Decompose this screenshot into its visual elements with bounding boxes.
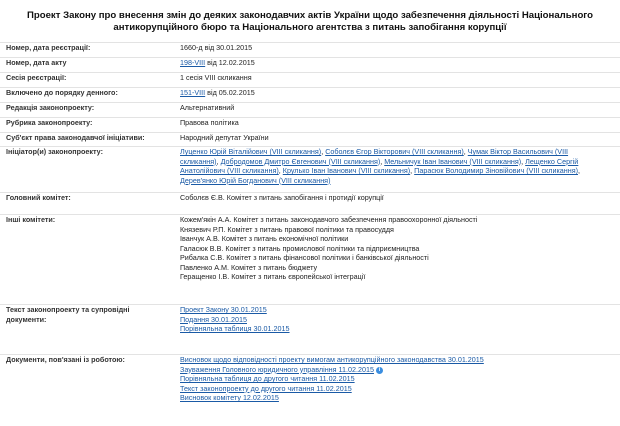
initiator-link[interactable]: Чумак Віктор Васильович (VIII — [467, 147, 569, 156]
initiators-list — [180, 147, 616, 185]
initiator-link[interactable]: Добродомов Дмитро Євгенович (VIII скликання) — [220, 156, 381, 166]
related-docs-list — [180, 355, 616, 403]
initiator-link[interactable]: Соболєв Єгор Вікторович (VIII скликання) — [325, 147, 464, 156]
initiator-link[interactable]: скликання) — [180, 156, 217, 166]
initiator-link[interactable]: Мельничук Іван Іванович (VIII скликання) — [384, 156, 522, 166]
label-session: Сесія реєстрації: — [6, 73, 67, 82]
act-number-link[interactable]: 198-VIII — [180, 58, 206, 67]
page-title-line-2: антикорупційного бюро та Національного агентства з питань запобігання корупції — [113, 22, 507, 33]
committee-item: Геращенко І.В. Комітет з питань європейської інтеграції — [180, 272, 366, 281]
page-title-line-1: Проект Закону про внесення змін до деяких законодавчих актів України щодо забезпечення діяльності Національного — [26, 10, 594, 21]
row-related-docs — [0, 354, 620, 426]
label-redaction: Редакція законопроекту: — [6, 103, 95, 112]
committee-item: Князевич Р.П. Комітет з питань правової політики та правосуддя — [180, 224, 394, 234]
initiators-line — [180, 166, 616, 176]
initiator-link[interactable]: Парасюк Володимир Зіновійович (VIII скликання) — [414, 166, 578, 175]
initiator-link[interactable]: Лещенко Сергій — [525, 156, 579, 166]
committee-item: Іванчук А.В. Комітет з питань економічної політики — [180, 234, 349, 243]
doc-link-legal-remarks[interactable]: Зауваження Головного юридичного управління 11.02.2015 — [180, 364, 374, 374]
committee-item: Галасюк В.В. Комітет з питань промислової політики та підприємництва — [180, 243, 420, 253]
doc-link-submission[interactable]: Подання 30.01.2015 — [180, 314, 247, 324]
row-initiators — [0, 146, 620, 196]
label-texts: Текст законопроекту та супровідні документи: — [6, 305, 130, 324]
value-agenda — [180, 88, 616, 98]
initiator-separator: , — [278, 166, 283, 175]
initiator-link[interactable]: Анатолійович (VIII скликання) — [180, 166, 279, 175]
doc-link-bill-text[interactable]: Проект Закону 30.01.2015 — [180, 305, 267, 314]
texts-list — [180, 305, 616, 334]
label-agenda: Включено до порядку денного: — [6, 88, 118, 97]
initiators-line — [180, 157, 616, 167]
initiator-separator: , — [410, 166, 415, 175]
value-main-committee: Соболєв Є.В. Комітет з питань запобігання і протидії корупції — [180, 193, 384, 202]
doc-link-second-reading-table[interactable]: Порівняльна таблиця до другого читання 11.02.2015 — [180, 374, 355, 383]
label-rubric: Рубрика законопроекту: — [6, 118, 93, 127]
value-rubric: Правова політика — [180, 118, 239, 127]
page-title — [10, 10, 610, 34]
initiator-separator: , — [463, 147, 468, 156]
value-registration: 1660-д від 30.01.2015 — [180, 43, 253, 52]
label-related-docs: Документи, пов'язані із роботою: — [6, 355, 125, 364]
doc-link-second-reading-text[interactable]: Текст законопроекту до другого читання 11.02.2015 — [180, 383, 352, 393]
doc-link-anticorruption-conclusion[interactable]: Висновок щодо відповідності проекту вимогам антикорупційного законодавства 30.01.2015 — [180, 355, 484, 364]
initiators-line — [180, 176, 616, 186]
initiator-link[interactable]: Луценко Юрій Віталійович (VIII скликання) — [180, 147, 322, 156]
agenda-number-link[interactable]: 151-VIII — [180, 88, 206, 97]
value-act — [180, 58, 616, 68]
doc-link-comparison-table[interactable]: Порівняльна таблиця 30.01.2015 — [180, 324, 290, 333]
value-session: 1 сесія VIII скликання — [180, 73, 252, 82]
other-committees-list — [180, 215, 616, 282]
label-registration: Номер, дата реєстрації: — [6, 43, 91, 52]
committee-item: Павленко А.М. Комітет з питань бюджету — [180, 262, 318, 272]
label-subject: Суб'єкт права законодавчої ініціативи: — [6, 133, 145, 142]
agenda-date: від 05.02.2015 — [207, 88, 255, 97]
initiator-separator: , — [321, 147, 326, 156]
initiator-separator: , — [521, 156, 526, 166]
doc-link-committee-conclusion[interactable]: Висновок комітету 12.02.2015 — [180, 393, 279, 402]
initiator-separator: , — [380, 156, 385, 166]
act-date: від 12.02.2015 — [207, 58, 255, 67]
info-icon[interactable]: i — [376, 367, 383, 374]
committee-item: Кожем'якін А.А. Комітет з питань законодавчого забезпечення правоохоронної діяльності — [180, 215, 478, 224]
committee-item: Рибалка С.В. Комітет з питань фінансової політики і банківської діяльності — [180, 253, 429, 262]
value-redaction: Альтернативний — [180, 103, 235, 112]
row-other-committees — [0, 214, 620, 308]
initiator-separator: , — [216, 156, 221, 166]
initiator-link[interactable]: Дерев'янко Юрій Богданович (VIII скликання) — [180, 175, 331, 185]
label-act: Номер, дата акту — [6, 58, 67, 67]
initiators-line — [180, 147, 616, 157]
initiator-link[interactable]: Крулько Іван Іванович (VIII скликання) — [282, 166, 411, 175]
label-main-committee: Головний комітет: — [6, 193, 71, 202]
initiator-separator: , — [578, 166, 580, 175]
value-subject: Народний депутат України — [180, 133, 269, 142]
label-other-committees: Інші комітети: — [6, 215, 56, 224]
label-initiators: Ініціатор(и) законопроекту: — [6, 147, 103, 156]
